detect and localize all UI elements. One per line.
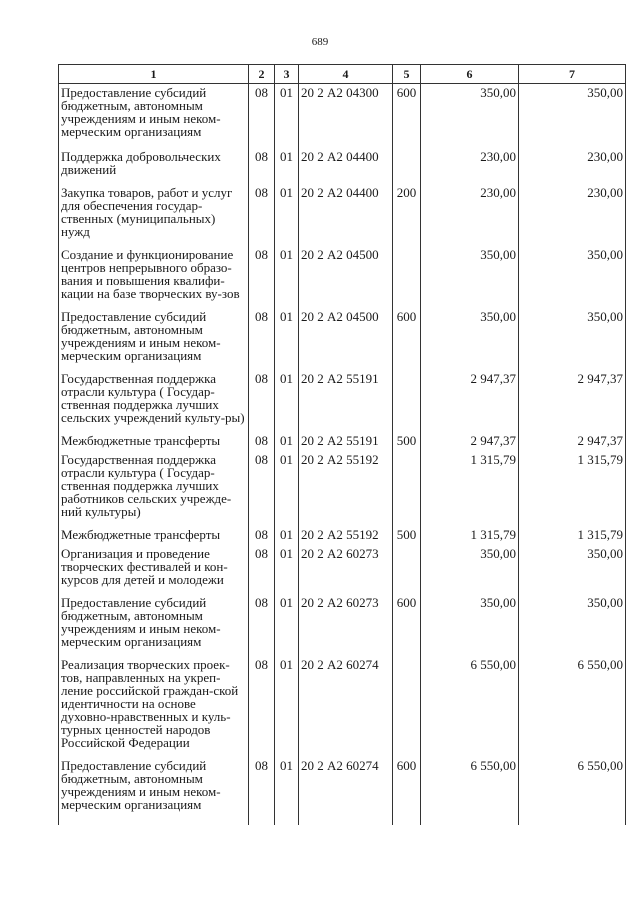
row-article: 20 2 А2 55191 — [299, 370, 393, 432]
table-header-row — [59, 65, 626, 84]
row-section: 08 — [249, 308, 275, 370]
header-col-4: 4 — [299, 65, 393, 84]
row-sum-2: 350,00 — [519, 84, 626, 149]
row-article: 20 2 А2 04400 — [299, 148, 393, 184]
row-name: Государственная поддержка отрасли культура ( Государ-ственная поддержка лучших сельских учреждений культу-ры) — [59, 370, 249, 432]
row-sum-2: 350,00 — [519, 308, 626, 370]
row-article: 20 2 А2 04500 — [299, 246, 393, 308]
row-name: Межбюджетные трансферты — [59, 526, 249, 545]
row-name: Реализация творческих проек-тов, направленных на укреп-ление российской граждан-ской идентичности на основе духовно-нравственных и куль-турных ценностей народов Российской Федерации — [59, 656, 249, 757]
row-subsection: 01 — [275, 148, 299, 184]
row-article: 20 2 А2 60273 — [299, 594, 393, 656]
row-expense-type — [393, 246, 421, 308]
row-section: 08 — [249, 148, 275, 184]
page-number: 689 — [311, 36, 329, 48]
row-sum-1: 6 550,00 — [421, 757, 519, 825]
row-section: 08 — [249, 451, 275, 526]
row-expense-type: 600 — [393, 594, 421, 656]
row-sum-2: 1 315,79 — [519, 526, 626, 545]
row-section: 08 — [249, 246, 275, 308]
row-sum-2: 2 947,37 — [519, 370, 626, 432]
row-name: Закупка товаров, работ и услуг для обеспечения государ-ственных (муниципальных) нужд — [59, 184, 249, 246]
row-expense-type — [393, 656, 421, 757]
table-row — [59, 432, 626, 451]
table-row — [59, 148, 626, 184]
row-subsection: 01 — [275, 308, 299, 370]
row-sum-1: 350,00 — [421, 246, 519, 308]
row-expense-type: 600 — [393, 308, 421, 370]
row-name: Предоставление субсидий бюджетным, автономным учреждениям и иным неком-мерческим организациям — [59, 757, 249, 825]
row-subsection: 01 — [275, 594, 299, 656]
row-sum-1: 350,00 — [421, 84, 519, 149]
header-col-1: 1 — [59, 65, 249, 84]
header-col-3: 3 — [275, 65, 299, 84]
row-article: 20 2 А2 55192 — [299, 451, 393, 526]
row-article: 20 2 А2 60274 — [299, 757, 393, 825]
row-article: 20 2 А2 04400 — [299, 184, 393, 246]
row-section: 08 — [249, 656, 275, 757]
row-sum-2: 350,00 — [519, 545, 626, 594]
row-section: 08 — [249, 545, 275, 594]
row-subsection: 01 — [275, 757, 299, 825]
row-subsection: 01 — [275, 370, 299, 432]
row-name: Предоставление субсидий бюджетным, автономным учреждениям и иным неком-мерческим организациям — [59, 594, 249, 656]
header-col-6: 6 — [421, 65, 519, 84]
row-sum-1: 350,00 — [421, 308, 519, 370]
row-sum-1: 1 315,79 — [421, 526, 519, 545]
row-name: Поддержка добровольческих движений — [59, 148, 249, 184]
row-section: 08 — [249, 184, 275, 246]
table-row — [59, 308, 626, 370]
row-subsection: 01 — [275, 545, 299, 594]
row-expense-type — [393, 370, 421, 432]
row-name: Межбюджетные трансферты — [59, 432, 249, 451]
row-article: 20 2 А2 60274 — [299, 656, 393, 757]
row-expense-type: 600 — [393, 757, 421, 825]
header-col-2: 2 — [249, 65, 275, 84]
row-expense-type: 500 — [393, 526, 421, 545]
row-section: 08 — [249, 594, 275, 656]
row-article: 20 2 А2 04500 — [299, 308, 393, 370]
budget-table — [58, 64, 626, 825]
table-row — [59, 656, 626, 757]
table-row — [59, 526, 626, 545]
row-sum-2: 230,00 — [519, 148, 626, 184]
table-row — [59, 246, 626, 308]
row-section: 08 — [249, 370, 275, 432]
row-sum-2: 230,00 — [519, 184, 626, 246]
row-sum-1: 230,00 — [421, 148, 519, 184]
row-name: Предоставление субсидий бюджетным, автономным учреждениям и иным неком-мерческим организациям — [59, 84, 249, 149]
row-name: Создание и функционирование центров непрерывного образо-вания и повышения квалифи-кации на базе творческих ву-зов — [59, 246, 249, 308]
row-expense-type: 600 — [393, 84, 421, 149]
row-expense-type — [393, 148, 421, 184]
row-expense-type: 200 — [393, 184, 421, 246]
row-sum-2: 1 315,79 — [519, 451, 626, 526]
row-sum-1: 230,00 — [421, 184, 519, 246]
table-row — [59, 84, 626, 149]
row-expense-type: 500 — [393, 432, 421, 451]
row-article: 20 2 А2 55191 — [299, 432, 393, 451]
table-row — [59, 451, 626, 526]
row-subsection: 01 — [275, 184, 299, 246]
row-subsection: 01 — [275, 656, 299, 757]
row-sum-1: 1 315,79 — [421, 451, 519, 526]
row-sum-2: 6 550,00 — [519, 656, 626, 757]
row-section: 08 — [249, 432, 275, 451]
row-sum-1: 350,00 — [421, 594, 519, 656]
row-sum-2: 350,00 — [519, 246, 626, 308]
table-row — [59, 370, 626, 432]
table-row — [59, 545, 626, 594]
row-section: 08 — [249, 757, 275, 825]
row-section: 08 — [249, 84, 275, 149]
table-row — [59, 757, 626, 825]
table-row — [59, 184, 626, 246]
row-article: 20 2 А2 04300 — [299, 84, 393, 149]
header-col-5: 5 — [393, 65, 421, 84]
row-sum-1: 6 550,00 — [421, 656, 519, 757]
header-col-7: 7 — [519, 65, 626, 84]
row-section: 08 — [249, 526, 275, 545]
row-expense-type — [393, 545, 421, 594]
row-subsection: 01 — [275, 84, 299, 149]
row-sum-2: 350,00 — [519, 594, 626, 656]
row-name: Государственная поддержка отрасли культура ( Государ-ственная поддержка лучших работников сельских учрежде-ний культуры) — [59, 451, 249, 526]
table-row — [59, 594, 626, 656]
row-expense-type — [393, 451, 421, 526]
row-sum-1: 350,00 — [421, 545, 519, 594]
row-article: 20 2 А2 60273 — [299, 545, 393, 594]
row-article: 20 2 А2 55192 — [299, 526, 393, 545]
row-sum-1: 2 947,37 — [421, 370, 519, 432]
row-subsection: 01 — [275, 451, 299, 526]
row-sum-2: 2 947,37 — [519, 432, 626, 451]
row-sum-1: 2 947,37 — [421, 432, 519, 451]
row-name: Предоставление субсидий бюджетным, автономным учреждениям и иным неком-мерческим организациям — [59, 308, 249, 370]
row-subsection: 01 — [275, 432, 299, 451]
row-subsection: 01 — [275, 246, 299, 308]
row-name: Организация и проведение творческих фестивалей и кон-курсов для детей и молодежи — [59, 545, 249, 594]
row-sum-2: 6 550,00 — [519, 757, 626, 825]
row-subsection: 01 — [275, 526, 299, 545]
